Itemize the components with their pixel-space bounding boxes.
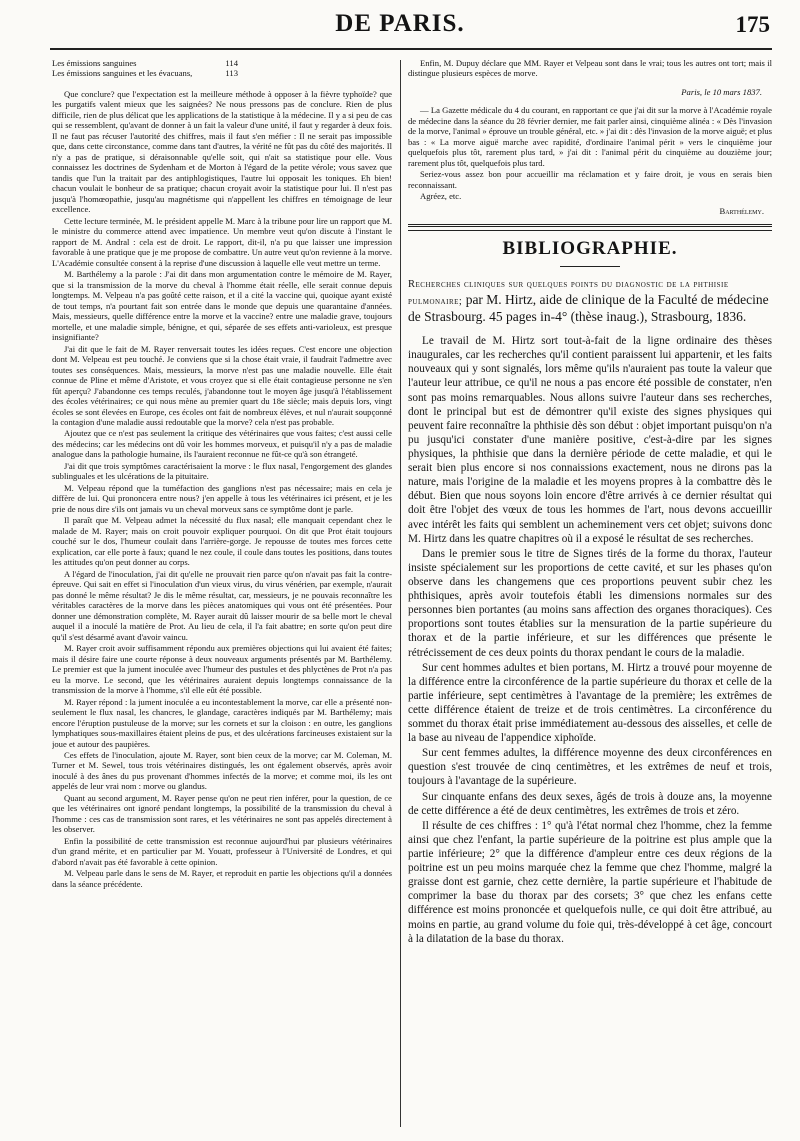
review-body: [408, 334, 772, 946]
paragraph: Sur cent femmes adultes, la différence moyenne des deux circonférences en question s'est trouvée de cinq centimètres, et les extrêmes de neuf et trois, toujours à l'avantage de la supérieure.: [408, 747, 772, 788]
paragraph: Sur cent hommes adultes et bien portans, M. Hirtz a trouvé pour moyenne de la différence entre la circonférence de la partie supérieure du thorax et celle de la partie inférieure, sept centimètres à l'avantage de la première; les extrêmes de cette différence étaient de treize et de trois centimètres. La circonférence du sommet du thorax était prise immédiatement au-dessous des aisselles, et celle de la base au niveau de l'appendice xiphoïde.: [408, 661, 772, 745]
letter: [408, 105, 772, 216]
right-column: [408, 58, 772, 1127]
letter-closing: Seriez-vous assez bon pour accueillir ma réclamation et y faire droit, je vous en serais bien reconnaissant.: [408, 169, 772, 190]
vote-row: [52, 58, 242, 68]
reference-title: Recherches cliniques sur quelques points du diagnostic de la phthisie pulmonaire;: [408, 279, 729, 308]
running-title: DE PARIS.: [335, 10, 465, 37]
section-title: BIBLIOGRAPHIE.: [502, 238, 678, 260]
paragraph: M. Velpeau parle dans le sens de M. Rayer, et reproduit en partie les objections qu'il a données dans la séance précédente.: [52, 868, 392, 889]
vote-count: 114: [225, 58, 238, 68]
paragraph: Enfin la possibilité de cette transmission est reconnue aujourd'hui par plusieurs vétérinaires d'un grand mérite, et en particulier par M. Youatt, professeur à l'Université de Londres, et qui d'abord n'avait pas été favorable à cette opinion.: [52, 835, 392, 867]
letter-dateline: Paris, le 10 mars 1837.: [681, 86, 762, 97]
paragraph: Que conclure? que l'expectation est la meilleure méthode à opposer à la fièvre typhoïde? que les purgatifs valent mieux que les saignées? Ne nous pressons pas de conclure. Rien de plus difficile, rien de plus délicat que les applications de la statistique à la médecine. Il y a si peu de cas qui se ressemblent, qu'avant de donner à un fait la valeur d'une unité, il faut y regarder à deux fois. Il ne faut pas récuser l'autorité des chiffres, mais il faut s'en méfier : Il ne serait pas impossible que, dans cette circonstance, comme dans tant d'autres, la vérité ne fût pas du côté des majorités. Il n'y a pas de pratique, si déraisonnable qu'elle soit, qui n'ait sa statistique pour elle. Vous connaissez les doctrines de Sydenham et de Morton à l'égard de la petite vérole; vous savez que tandis que l'un la traitait par des antiphlogistiques, l'autre lui opposait les toniques. Eh bien! chacun voulait le bonheur de sa pratique; chacun croyait avoir la statistique pour lui. Il n'est pas jusqu'à l'homœopathie, jusqu'au magnétisme qui n'appellent les chiffres en témoignage de leur excellence.: [52, 88, 392, 215]
paragraph: J'ai dit que le fait de M. Rayer renversait toutes les idées reçues. C'est encore une objection dont M. Velpeau est peu touché. Je conviens que si la chose était vraie, il faudrait l'admettre avec toutes ses conséquences. Mais, messieurs, la morve n'est pas une maladie nouvelle. Elle était connue de Pline et même d'Aristote, et vous croyez que si elle était contagieuse personne ne s'en fût aperçu? J'abandonne ces temps reculés, j'abandonne tout le moyen âge jusqu'à l'établissement des écoles vétérinaires; ce qui nous mène au premier quart du 18e siècle; mais depuis lors, vingt écoles se sont élevées en Europe, ces écoles ont fait de nombreux élèves, et nul n'aurait soupçonné la contagion d'une maladie aussi redoutable que la morve? cela n'est pas probable.: [52, 343, 392, 427]
paragraph: Il paraît que M. Velpeau admet la nécessité du flux nasal; elle manquait cependant chez le malade de M. Rayer; mais on croit pouvoir expliquer pourquoi. On dit que Prot était toujours couché sur le dos, l'humeur coulait dans l'arrière-gorge. Je repousse de toutes mes forces cette explication, car elle porte à faux; quand le nez coule, il coule dans toutes les positions, dans toutes les attitudes qu'on peut donner au corps.: [52, 515, 392, 568]
vote-label: Les émissions sanguines: [52, 58, 137, 68]
paragraph: Ajoutez que ce n'est pas seulement la critique des vétérinaires que vous faites; c'est aussi celle des médecins; car les médecins ont dû voir les hommes morveux, et puisqu'il n'y a pas de maladie analogue dans la pathologie humaine, ils l'auraient reconnue ne fût-ce qu'à son étrangeté.: [52, 428, 392, 460]
paragraph: Ces effets de l'inoculation, ajoute M. Rayer, sont bien ceux de la morve; car M. Coleman, M. Turner et M. Sewel, tous trois vétérinaires distingués, les ont également observés, après avoir inoculé à des ânes du pus provenant d'hommes infectés de la morve; et comme moi, ils les ont appelés de leur vrai nom : morve ou glandus.: [52, 750, 392, 792]
paragraph: Le travail de M. Hirtz sort tout-à-fait de la ligne ordinaire des thèses inaugurales, car les recherches qu'il contient paraissent lui appartenir, et les faits nouveaux qui y sont signalés, lors même qu'ils n'auraient pas toute la valeur que l'auteur leur attribue, ce qu'il ne nous a pas encore été possible de constater, n'en sont pas moins remarquables. Nous allons suivre l'auteur dans ses recherches, dont le principal but est de démontrer qu'il existe des signes physiques qui peuvent faire reconnaître la phthisie dès son début : objet important puisqu'on n'a pu jusqu'ici constater d'une manière positive, c'est-à-dire par les signes physiques, la phthisie que dans la dernière période de cette maladie, et qui le serait bien plus encore si nos connaissions exactement, nous ne dirons pas la nature, mais l'origine de la maladie et les moyens propres à la combattre dès le début. Bien que nous soyons loin encore d'être arrivés à ce dernier résultat qui doit être l'objet des vœux de tous les hommes de l'art, nous devons accueillir avec intérêt les faits qui semblent un acheminement vers cet objet; suivons donc M. Hirtz dans les quatre chapitres où il a exposé le résultat de ses recherches.: [408, 335, 772, 545]
section-separator: [408, 224, 772, 231]
vote-count: 113: [225, 68, 238, 79]
header-rule: [50, 48, 772, 50]
paragraph: M. Rayer croit avoir suffisamment répondu aux premières objections qui lui avaient été faites; mais il désire faire une courte réponse à deux nouveaux arguments présentés par M. Barthélemy. Le premier est que la jument inoculée avec l'humeur des pustules et des phlyctènes de Prot n'a pas eu la morve. Le second, que les vétérinaires auraient depuis longtemps connaissance de la transmission de la morve à l'homme, s'il elle eût été possible.: [52, 643, 392, 696]
paragraph: Dans le premier sous le titre de Signes tirés de la forme du thorax, l'auteur insiste spécialement sur les proportions de cette cavité, et sur les phases qu'on observe dans les changemens que ces proportions peuvent subir chez les phthisiques, après avoir toutefois établi les dimensions normales sur des personnes bien portantes (au moins sans affection des organes thoraciques). Ces proportions sont toutes établies sur la mensuration de la partie supérieure du thorax et de la partie inférieure, et sur les différences que présente le rétrécissement de ces deux points du thorax pendant le cours de la maladie.: [408, 547, 772, 659]
paragraph: A l'égard de l'inoculation, j'ai dit qu'elle ne prouvait rien parce qu'on n'avait pas fait la contre-épreuve. Qui sait en effet si l'inoculation d'un vieux virus, du virus vénérien, par exemple, n'aurait pas donné le même résultat? Je dis le même résultat, car, messieurs, je ne pouvais reconnaître les véritables caractères de la morve dans les pièces anatomiques qui vous ont été présentées. Pour donner une démonstration complète, M. Rayer aurait dû laisser mourir de sa belle mort le cheval auquel il a inoculé la matière de Prot. Au lieu de cela, il l'a fait abattre; en sorte qu'on peut dire qu'il s'est désarmé avant d'avoir vaincu.: [52, 568, 392, 642]
paragraph: Enfin, M. Dupuy déclare que MM. Rayer et Velpeau sont dans le vrai; tous les autres ont tort; mais il distingue plusieurs espèces de morve.: [408, 58, 772, 79]
vote-label: Les émissions sanguines et les évacuans,: [52, 68, 193, 79]
vote-table: [52, 58, 242, 79]
paragraph: M. Velpeau répond que la tuméfaction des ganglions n'est pas nécessaire; mais en cela je diffère de lui. Qui prononcera entre nous? j'en appelle à tous les vétérinaires ici présent, et je les prie de nous dire s'ils ont jamais vu un cheval morveux sans ce symptôme dont je parle.: [52, 482, 392, 514]
paragraph: M. Rayer répond : la jument inoculée a eu incontestablement la morve, car elle a présenté non-seulement le flux nasal, les chancres, le glandage, caractères indiqués par M. Barthélemy; mais encore l'éruption pustuleuse de la morve; sur les cornets et sur la cloison : en outre, les ganglions lymphatiques sous-maxillaires étaient pleins de pus, et des ulcérations farcineuses existaient sur la joue et autour des paupières.: [52, 696, 392, 749]
session-end: [408, 58, 772, 79]
vote-row: [52, 68, 242, 78]
paragraph: Cette lecture terminée, M. le président appelle M. Marc à la tribune pour lire un rapport que M. le ministre du commerce attend avec impatience. Un membre veut qu'on discute à l'instant le rapport de M. Andral : cela est de droit. Le rapport, dit-il, n'a pu que laisser une impression favorable à une pratique que je me propose de combattre. Un autre veut qu'on revienne à la morve. L'Académie consultée consent à la reprise d'une discussion à laquelle elle veut mettre un terme.: [52, 215, 392, 268]
letter-signature: Barthélemy.: [719, 205, 764, 216]
title-underline: [560, 266, 620, 267]
paragraph: Quant au second argument, M. Rayer pense qu'on ne peut rien inférer, pour la question, de ce que les vétérinaires ont ignoré pendant longtemps, la possibilité de la transmission du cheval à l'homme : ces cas de transmission sont rares, et les vétérinaires ne sont pas appelés directement à les observer.: [52, 792, 392, 835]
page-number: 175: [735, 12, 770, 37]
letter-salutation: Agréez, etc.: [420, 191, 462, 202]
reference-details: par M. Hirtz, aide de clinique de la Faculté de médecine de Strasbourg. 45 pages in-4° (thèse inaug.), Strasbourg, 1836.: [408, 292, 769, 325]
column-divider: [400, 60, 401, 1127]
paragraph: Il résulte de ces chiffres : 1° qu'à l'état normal chez l'homme, chez la femme ainsi que chez l'enfant, la partie supérieure de la poitrine est plus ample que la partie inférieure; 2° que la différence d'ampleur entre ces deux régions de la poitrine est un peu moins marquée chez la femme que chez l'homme, malgré la graisse dont est garnie, chez cette dernière, la partie supérieure et l'habitude de comprimer la base du thorax par des corsets; 3° que chez les enfans cette différence est moins prononcée et quelquefois nulle, ce qui doit être attribué, au moins en partie, au grand volume du foie qui, très-développé à cet âge, concourt à la dilatation de la base du thorax.: [408, 819, 772, 945]
left-column: [52, 58, 392, 1127]
paragraph: J'ai dit que trois symptômes caractérisaient la morve : le flux nasal, l'engorgement des glandes sublinguales et les ulcérations de la pituitaire.: [52, 460, 392, 482]
paragraph: M. Barthélemy a la parole : J'ai dit dans mon argumentation contre le mémoire de M. Rayer, que si la transmission de la morve du cheval à l'homme était réelle, elle serait connue depuis longtemps. M. Velpeau n'a pas goûté cette raison, et il a cité la vaccine qui, quoique ayant existé de tout temps, n'a pourtant fait son entrée dans le monde que depuis une quarantaine d'années. Mais, messieurs, quelle différence entre la morve et la vaccine? entre une maladie grave, toujours mortelle, et une maladie simple, bénigne, et qui, séparée de ses effets anti-varioleux, est presque insignifiante?: [52, 269, 392, 343]
page-header: [0, 0, 800, 58]
paragraph: Sur cinquante enfans des deux sexes, âgés de trois à douze ans, la moyenne de cette différence a été de deux centimètres, les extrêmes de trois et zéro.: [408, 790, 772, 817]
letter-body: — La Gazette médicale du 4 du courant, en rapportant ce que j'ai dit sur la morve à l'Académie royale de médecine dans la séance du 28 février dernier, me fait parler ainsi, cinquième alinéa : « Dès l'invasion de la morve, l'animal » éprouve un trouble général, etc. » j'ai dit : dès l'invasion de la morve aiguë; et plus bas : « La morve aiguë marche avec rapidité, d'ordinaire l'animal périt » vers le cinquième jour quelquefois plus tôt, rarement plus tard, » j'ai dit : l'animal périt du cinquième au douzième jour; rarement plus tôt, quelquefois plus tard.: [408, 105, 772, 168]
bibliography-reference: [408, 275, 772, 326]
